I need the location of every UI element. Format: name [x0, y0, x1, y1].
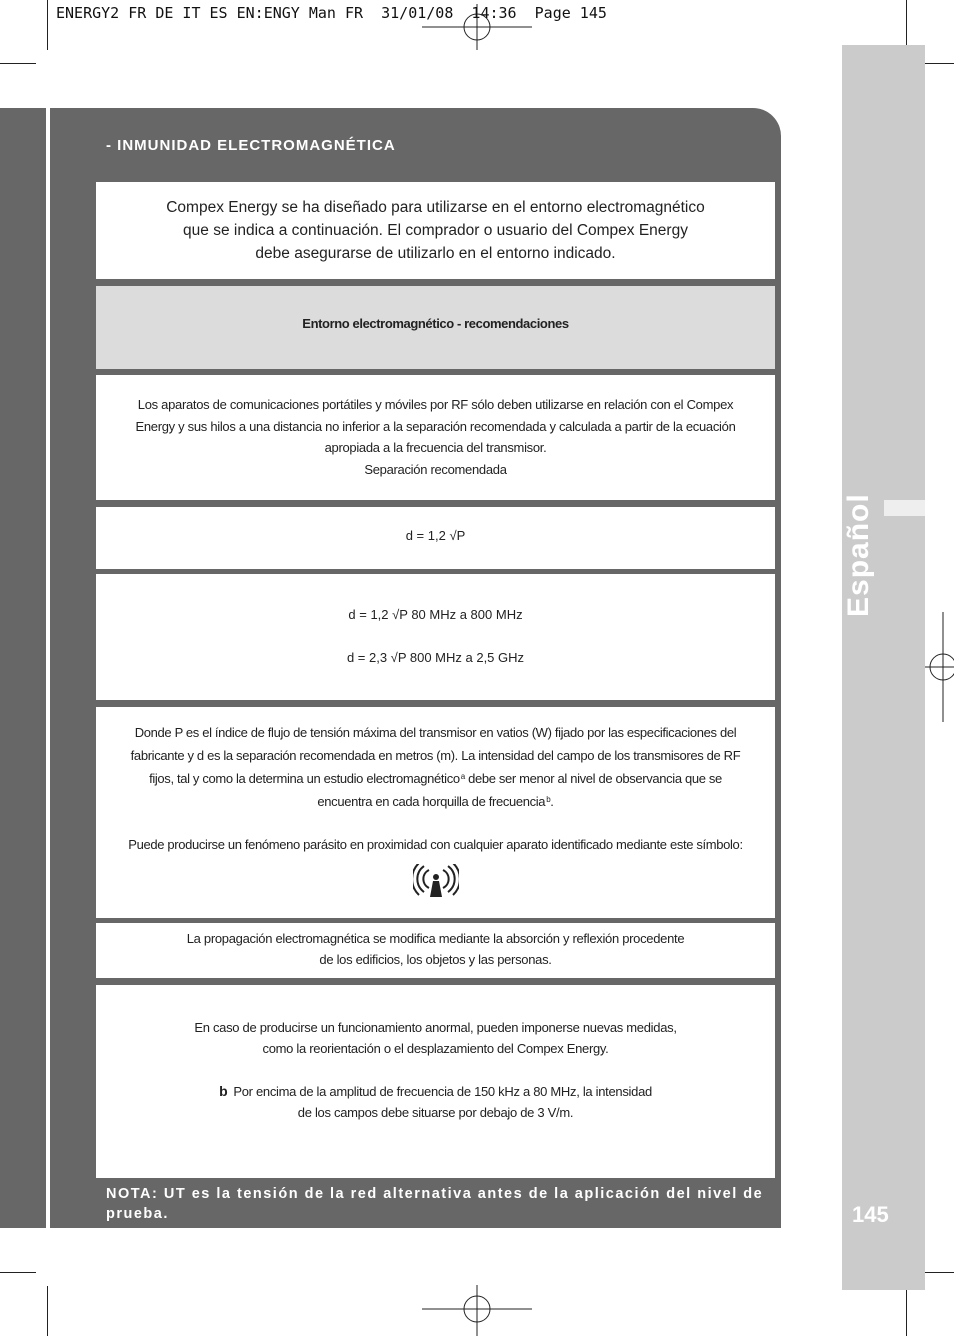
definition-line: [108, 790, 763, 813]
definition-text: encuentra en cada horquilla de frecuencia: [317, 794, 546, 809]
spacer: [108, 813, 763, 833]
spacer: [96, 626, 775, 648]
crop-mark: [47, 0, 48, 50]
portable-line: Los aparatos de comunicaciones portátiles y móviles por RF sólo deben utilizarse en relación con el Compex: [137, 397, 734, 412]
spacer: [96, 1059, 775, 1081]
registration-mark-bottom: [422, 1285, 532, 1336]
definition-text: .: [550, 794, 554, 809]
propagation-line: de los edificios, los objetos y las personas.: [319, 952, 552, 967]
section-title: - INMUNIDAD ELECTROMAGNÉTICA: [106, 137, 396, 154]
footnote-b-line: de los campos debe situarse por debajo de 3 V/m.: [297, 1105, 574, 1120]
crop-mark: [47, 1286, 48, 1336]
definition-line: fabricante y d es la separación recomendada en metros (m). La intensidad del campo de los transmisores de RF: [130, 748, 741, 763]
definition-text: fijos, tal y como la determina un estudio electromagnético: [149, 771, 460, 786]
intro-line: debe asegurarse de utilizarlo en el entorno indicado.: [255, 245, 616, 262]
footnote-b-line: [96, 1081, 775, 1102]
portable-line: Energy y sus hilos a una distancia no inferior a la separación recomendada y calculada a partir de la ecuación: [135, 418, 736, 434]
note-text: NOTA: UT es la tensión de la red alternativa antes de la aplicación del nivel de prueba.: [106, 1186, 764, 1222]
formula-3: d = 2,3 √P 800 MHz a 2,5 GHz: [346, 650, 525, 665]
language-text: Español: [842, 493, 875, 617]
portable-line: Separación recomendada: [364, 461, 507, 477]
propagation-box: [96, 923, 775, 978]
definition-text: debe ser menor al nivel de observancia que se: [464, 771, 722, 786]
portable-devices-box: [96, 375, 775, 500]
footnote-b-text: Por encima de la amplitud de frecuencia de 150 kHz a 80 MHz, la intensidad: [233, 1084, 652, 1099]
crop-mark: [0, 1272, 36, 1273]
page-number: 145: [852, 1202, 889, 1227]
formula-2: d = 1,2 √P 80 MHz a 800 MHz: [348, 607, 523, 622]
abnormal-line: En caso de producirse un funcionamiento anormal, pueden imponerse nuevas medidas,: [194, 1020, 677, 1035]
definition-line: [108, 767, 763, 790]
definition-box: [96, 707, 775, 918]
intro-line: Compex Energy se ha diseñado para utilizarse en el entorno electromagnético: [166, 199, 705, 216]
propagation-line: La propagación electromagnética se modifica mediante la absorción y reflexión procedente: [186, 931, 685, 946]
intro-line: que se indica a continuación. El comprador o usuario del Compex Energy: [183, 222, 688, 239]
intro-box: [96, 182, 775, 279]
left-band: [0, 108, 46, 1228]
abnormal-line: como la reorientación o el desplazamiento del Compex Energy.: [262, 1041, 609, 1056]
formula-1: d = 1,2 √P: [405, 528, 466, 543]
crop-mark: [906, 1286, 907, 1336]
crop-mark: [906, 0, 907, 50]
formula-box: [96, 507, 775, 569]
language-label: [842, 493, 875, 617]
footnote-marker-a: a: [460, 772, 465, 781]
table-header: [96, 286, 775, 369]
language-tab-highlight: [884, 500, 925, 516]
table-header-text: Entorno electromagnético - recomendaciones: [302, 316, 569, 331]
formula-range-box: [96, 574, 775, 700]
radio-transmitter-icon: [413, 864, 459, 905]
crop-mark: [0, 63, 36, 64]
definition-line: Donde P es el índice de flujo de tensión máxima del transmisor en vatios (W) fijado por las especificaciones del: [134, 725, 737, 740]
interference-text: Puede producirse un fenómeno parásito en proximidad con cualquier aparato identificado mediante este símbolo:: [128, 837, 743, 852]
abnormal-operation-box: [96, 985, 775, 1178]
footnote-b-letter: b: [219, 1083, 228, 1099]
language-tab: [842, 45, 925, 1290]
footnote-marker-b: b: [546, 795, 551, 804]
portable-line: apropiada a la frecuencia del transmisor.: [324, 440, 547, 455]
print-header: ENERGY2 FR DE IT ES EN:ENGY Man FR 31/01/08 14:36 Page 145: [56, 4, 607, 22]
